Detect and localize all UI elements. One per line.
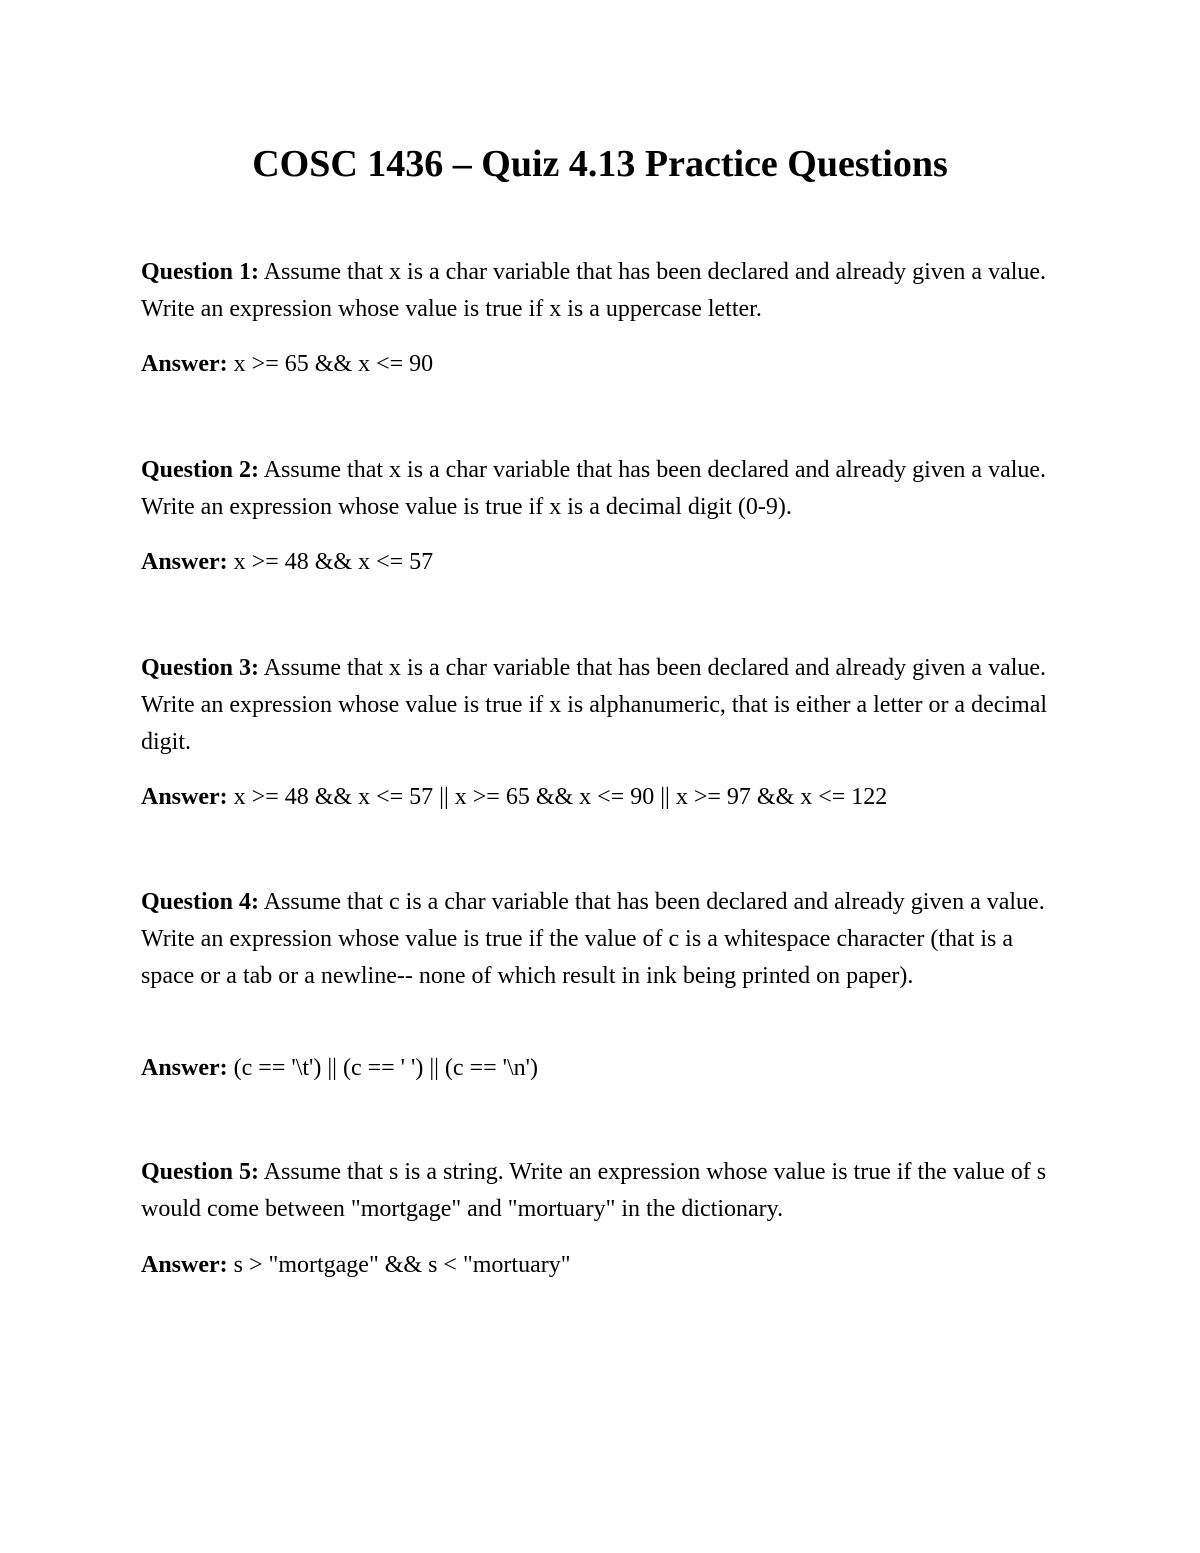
question-label: Question 4:	[141, 889, 260, 915]
question-label: Question 3:	[141, 655, 260, 681]
answer-text: x >= 65 && x <= 90	[233, 351, 434, 377]
answer-3	[141, 779, 1061, 816]
answer-2	[141, 544, 1061, 581]
question-label: Question 1:	[141, 259, 260, 285]
question-text: Assume that x is a char variable that has been declared and already given a value. Write an expression whose value is true if x is a decimal digit (0-9).	[141, 457, 1047, 520]
question-4	[141, 884, 1061, 995]
answer-text: x >= 48 && x <= 57	[233, 549, 434, 575]
answer-label: Answer:	[141, 784, 228, 810]
question-text: Assume that x is a char variable that has been declared and already given a value. Write an expression whose value is true if x is alphanumeric, that is either a letter or a decimal digit.	[141, 655, 1048, 755]
question-5	[141, 1154, 1061, 1228]
answer-text: s > "mortgage" && s < "mortuary"	[233, 1252, 571, 1278]
answer-label: Answer:	[141, 549, 228, 575]
answer-label: Answer:	[141, 1055, 228, 1081]
answer-text: x >= 48 && x <= 57 || x >= 65 && x <= 90 || x >= 97 && x <= 122	[233, 784, 888, 810]
page-title: COSC 1436 – Quiz 4.13 Practice Questions	[252, 143, 948, 185]
question-label: Question 2:	[141, 457, 260, 483]
question-3	[141, 650, 1061, 761]
question-text: Assume that x is a char variable that has been declared and already given a value. Write an expression whose value is true if x is a uppercase letter.	[141, 259, 1047, 322]
answer-1	[141, 346, 1061, 383]
answer-4	[141, 1050, 1061, 1087]
question-text: Assume that c is a char variable that has been declared and already given a value. Write an expression whose value is true if the value of c is a whitespace character (that is a space or a tab or a newline-- none of which result in ink being printed on paper).	[141, 889, 1045, 989]
question-label: Question 5:	[141, 1159, 260, 1185]
answer-label: Answer:	[141, 351, 228, 377]
question-2	[141, 452, 1061, 526]
question-1	[141, 254, 1061, 328]
answer-5	[141, 1247, 1061, 1284]
answer-text: (c == '\t') || (c == ' ') || (c == '\n')	[233, 1055, 538, 1081]
answer-label: Answer:	[141, 1252, 228, 1278]
question-text: Assume that s is a string. Write an expression whose value is true if the value of s would come between "mortgage" and "mortuary" in the dictionary.	[141, 1159, 1047, 1222]
